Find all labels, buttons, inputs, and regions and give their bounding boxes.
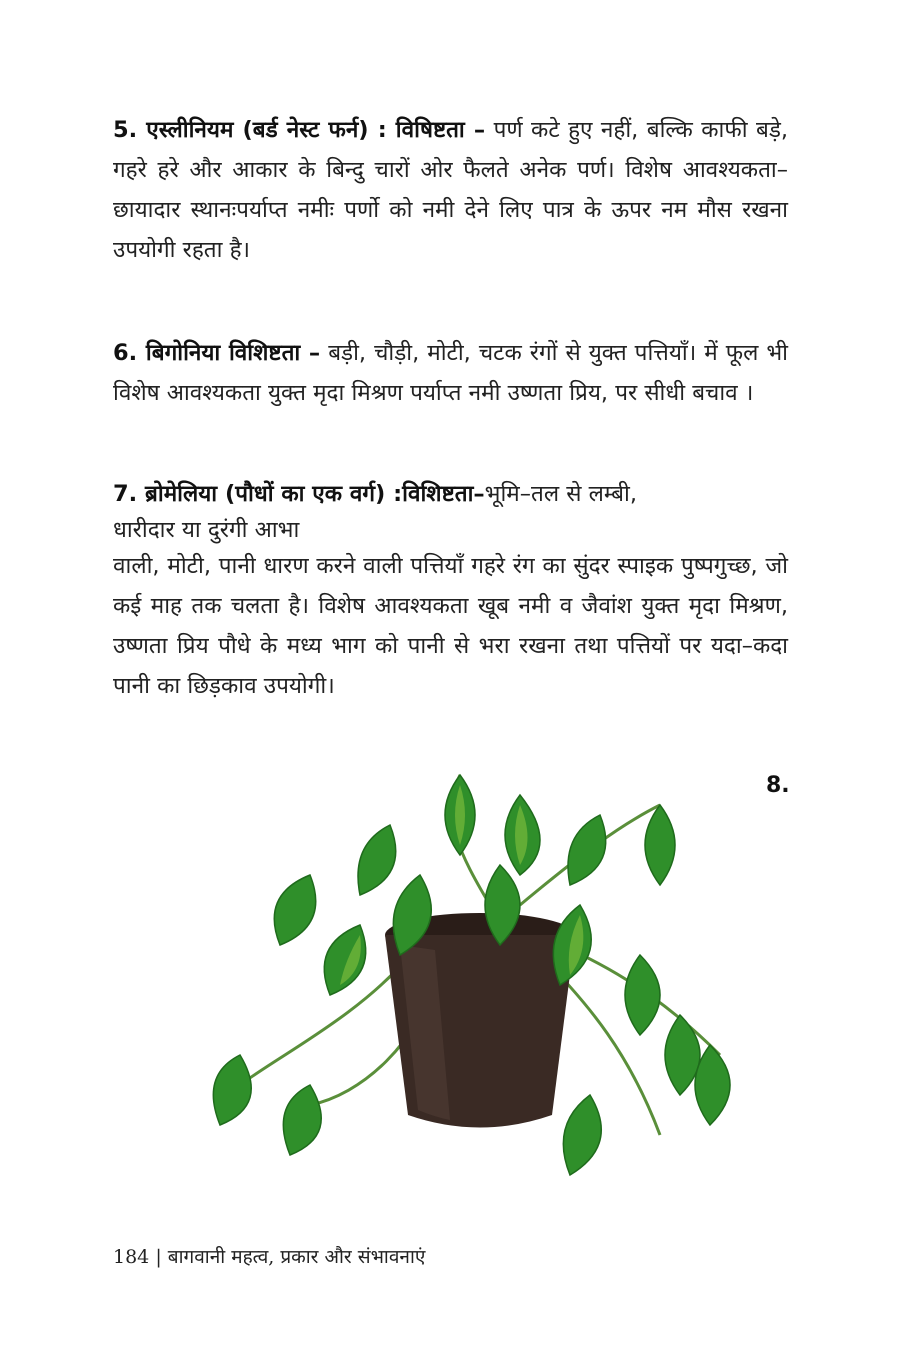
money-plant-image — [160, 755, 760, 1195]
section-aslenium — [113, 110, 788, 270]
section-line-2: धारीदार या दुरंगी आभा — [113, 517, 300, 543]
section-heading: 7. ब्रोमेलिया (पौधों का एक वर्ग) :विशिष्टता– — [113, 481, 485, 507]
book-title: बागवानी महत्व, प्रकार और संभावनाएं — [167, 1246, 426, 1268]
section-body: पर्ण कटे हुए नहीं, बल्कि काफी बड़े, गहरे हरे और आकार के बिन्दु चारों ओर फैलते अनेक पर्ण। विशेष आवश्यकता–छायादार स्थानःपर्याप्त नमीः पर्णो को नमी देने लिए पात्र के ऊपर नम मौस रखना उपयोगी रहता है। — [113, 117, 789, 263]
footer-separator: | — [155, 1246, 162, 1268]
page-footer — [113, 1243, 425, 1269]
section-heading-line — [113, 474, 788, 514]
section-bromeliad — [113, 474, 788, 706]
page-number: 184 — [113, 1246, 150, 1268]
section-begonia — [113, 333, 788, 413]
section-body: वाली, मोटी, पानी धारण करने वाली पत्तियाँ गहरे रंग का सुंदर स्पाइक पुष्पगुच्छ, जो कई माह तक चलता है। विशेष आवश्यकता खूब नमी व जैवांश युक्त मृदा मिश्रण, उष्णता प्रिय पौधे के मध्य भाग को पानी से भरा रखना तथा पत्तियों पर यदा–कदा पानी का छिड़काव उपयोगी। — [113, 553, 788, 699]
section-heading-tail: भूमि–तल से लम्बी, — [484, 481, 637, 507]
section-heading: 6. बिगोनिया विशिष्टता – — [113, 340, 321, 366]
section-heading: 5. एस्लीनियम (बर्ड नेस्ट फर्न) : विषिष्टता – — [113, 117, 486, 143]
figure-number: 8. — [766, 773, 790, 798]
section-body: बड़ी, चौड़ी, मोटी, चटक रंगों से युक्त पत्तियाँ। में फूल भी विशेष आवश्यकता युक्त मृदा मिश्रण पर्याप्त नमी उष्णता प्रिय, पर सीधी बचाव । — [113, 340, 788, 406]
